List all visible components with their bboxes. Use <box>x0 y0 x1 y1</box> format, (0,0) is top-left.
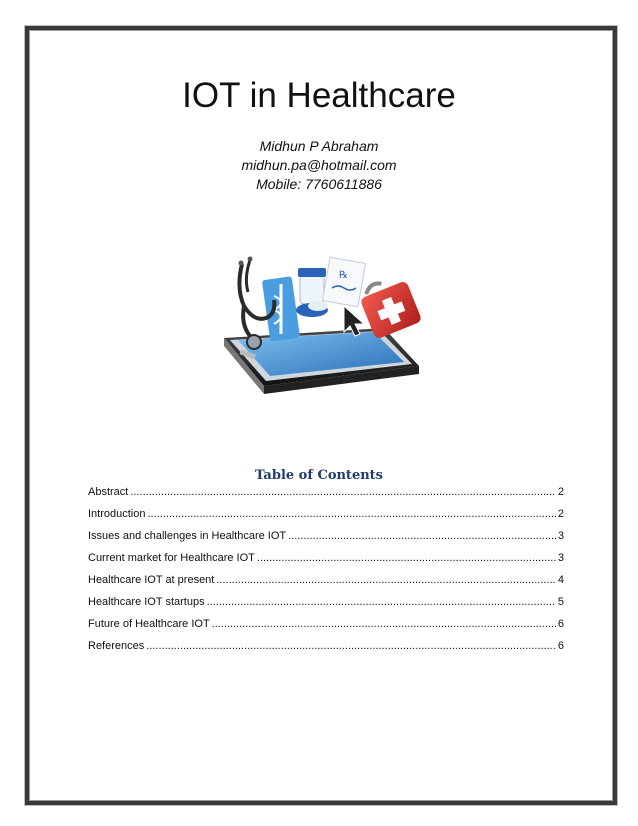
author-email: midhun.pa@hotmail.com <box>241 157 397 173</box>
toc-entry-introduction[interactable] <box>88 508 564 530</box>
toc-leader-dots <box>257 552 556 564</box>
toc-entry-current-market[interactable] <box>88 552 564 574</box>
toc-entry-page: 2 <box>557 508 564 520</box>
toc-entry-label: Current market for Healthcare IOT <box>88 552 255 564</box>
author-name: Midhun P Abraham <box>259 138 379 154</box>
toc-heading: Table of Contents <box>255 468 383 483</box>
toc-leader-dots <box>288 530 556 542</box>
toc-entry-label: Introduction <box>88 508 146 520</box>
toc-entry-at-present[interactable] <box>88 574 564 596</box>
toc-leader-dots <box>216 574 556 586</box>
table-of-contents <box>88 486 564 662</box>
toc-entry-label: Healthcare IOT at present <box>88 574 215 586</box>
document-title: IOT in Healthcare <box>182 76 456 115</box>
toc-leader-dots <box>146 640 556 652</box>
toc-leader-dots <box>130 486 556 498</box>
toc-entry-page: 4 <box>557 574 564 586</box>
pill-bottle-icon <box>296 268 328 317</box>
toc-entry-issues-challenges[interactable] <box>88 530 564 552</box>
toc-entry-abstract[interactable] <box>88 486 564 508</box>
toc-entry-page: 3 <box>557 530 564 542</box>
toc-entry-references[interactable] <box>88 640 564 662</box>
toc-entry-page: 6 <box>557 618 564 630</box>
healthcare-illustration <box>214 248 434 398</box>
author-mobile: Mobile: 7760611886 <box>256 176 382 192</box>
toc-entry-page: 2 <box>557 486 564 498</box>
toc-entry-page: 5 <box>557 596 564 608</box>
toc-entry-label: Issues and challenges in Healthcare IOT <box>88 530 287 542</box>
toc-leader-dots <box>147 508 555 520</box>
toc-entry-label: Healthcare IOT startups <box>88 596 205 608</box>
caduceus-icon <box>262 276 300 342</box>
prescription-symbol: ℞ <box>339 270 348 281</box>
toc-entry-page: 3 <box>557 552 564 564</box>
toc-entry-label: Abstract <box>88 486 129 498</box>
toc-entry-future[interactable] <box>88 618 564 640</box>
toc-entry-label: Future of Healthcare IOT <box>88 618 210 630</box>
toc-entry-startups[interactable] <box>88 596 564 618</box>
toc-leader-dots <box>212 618 556 630</box>
toc-entry-label: References <box>88 640 145 652</box>
prescription-icon <box>322 257 365 307</box>
toc-leader-dots <box>207 596 556 608</box>
toc-entry-page: 6 <box>557 640 564 652</box>
